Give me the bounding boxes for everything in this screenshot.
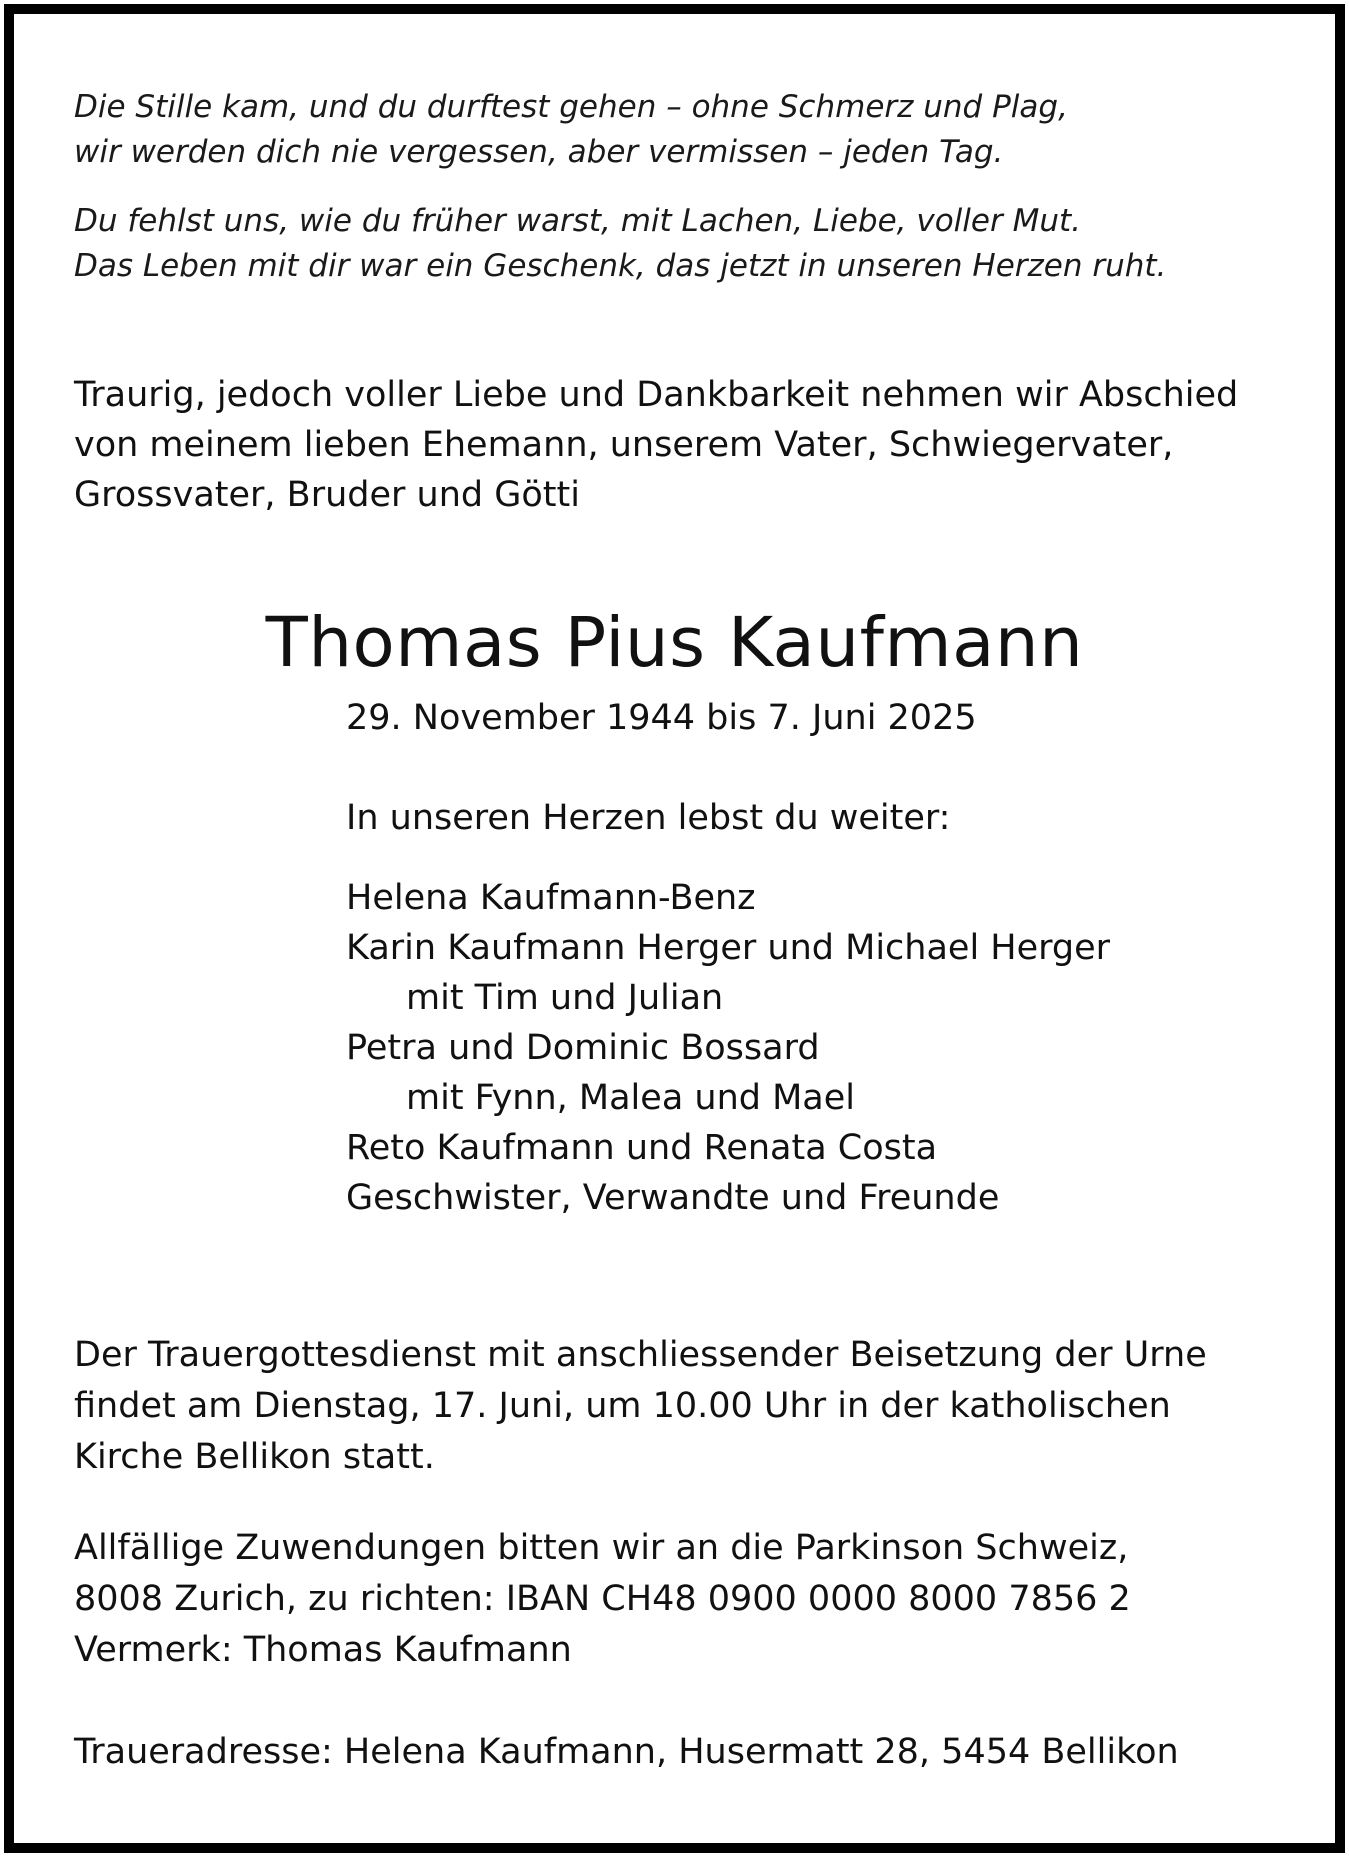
mourner-entry-children: mit Fynn, Malea und Mael [406,1078,856,1118]
donation-info [74,1523,1131,1676]
poem-line: Du fehlst uns, wie du früher warst, mit Lachen, Liebe, voller Mut. [74,203,1081,239]
mourner-entry-children: mit Tim und Julian [406,978,724,1018]
farewell-intro [74,370,1238,520]
intro-line: von meinem lieben Ehemann, unserem Vater, Schwiegervater, [74,425,1174,465]
service-line: findet am Dienstag, 17. Juni, um 10.00 Uhr in der katholischen [74,1386,1171,1426]
poem-line: Das Leben mit dir war ein Geschenk, das jetzt in unseren Herzen ruht. [74,248,1167,284]
donation-line: 8008 Zurich, zu richten: IBAN CH48 0900 0000 8000 7856 2 [74,1579,1131,1619]
deceased-name: Thomas Pius Kaufmann [265,603,1084,683]
poem-stanza-2 [74,199,1166,289]
mourners-list [346,873,1110,1223]
poem-line: Die Stille kam, und du durftest gehen – ohne Schmerz und Plag, [74,89,1068,125]
mourners-heading: In unseren Herzen lebst du weiter: [346,798,951,838]
mourner-entry: Helena Kaufmann-Benz [346,878,756,918]
poem-line: wir werden dich nie vergessen, aber vermissen – jeden Tag. [74,134,1004,170]
mourner-entry: Geschwister, Verwandte und Freunde [346,1178,1000,1218]
donation-line: Allfällige Zuwendungen bitten wir an die Parkinson Schweiz, [74,1528,1129,1568]
intro-line: Grossvater, Bruder und Götti [74,475,580,515]
donation-line: Vermerk: Thomas Kaufmann [74,1630,572,1670]
service-line: Kirche Bellikon statt. [74,1437,435,1477]
service-line: Der Trauergottesdienst mit anschliessender Beisetzung der Urne [74,1335,1207,1375]
poem-stanza-1 [74,85,1068,175]
funeral-service-info [74,1330,1207,1483]
mourning-address: Traueradresse: Helena Kaufmann, Husermatt 28, 5454 Bellikon [74,1732,1179,1772]
mourner-entry: Reto Kaufmann und Renata Costa [346,1128,938,1168]
intro-line: Traurig, jedoch voller Liebe und Dankbarkeit nehmen wir Abschied [74,375,1239,415]
mourner-entry: Karin Kaufmann Herger und Michael Herger [346,928,1111,968]
life-dates: 29. November 1944 bis 7. Juni 2025 [346,698,977,738]
mourner-entry: Petra und Dominic Bossard [346,1028,820,1068]
